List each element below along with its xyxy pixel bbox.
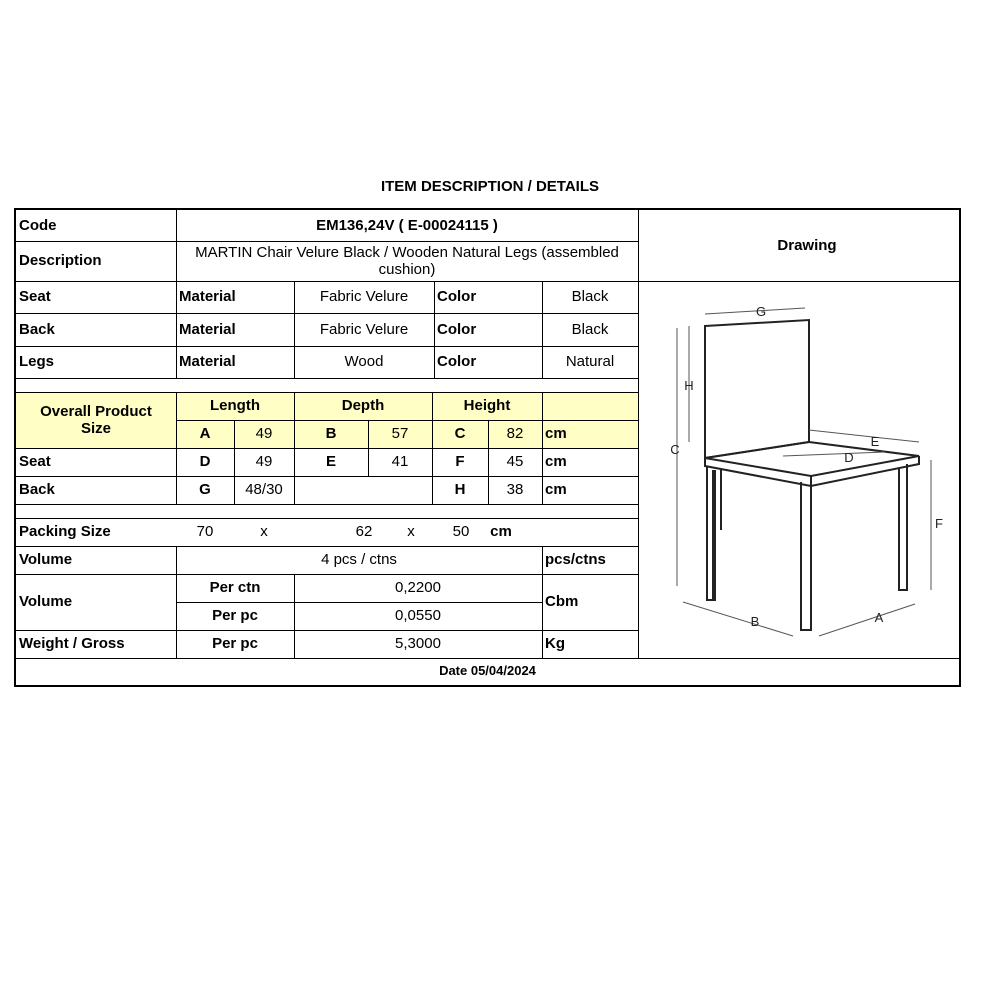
label-g: G [755,304,767,319]
dim-a-value: 49 [234,420,294,448]
header-blank [542,392,638,420]
dim-g-key: G [199,481,211,499]
per-ctn-label: Per ctn [209,579,261,597]
label-a: A [874,610,884,625]
volume-cbm-label: Volume [19,593,73,611]
label-d: D [844,450,854,465]
page-title: ITEM DESCRIPTION / DETAILS [380,178,600,195]
grid-line [294,281,295,378]
label-h: H [684,378,694,393]
label-c: C [670,442,680,457]
chair-backrest [705,320,809,458]
dim-a-key: A [176,420,234,448]
dim-unit-1: cm [542,420,638,448]
seat-color-value: Black [571,288,609,306]
chair-drawing [653,270,963,660]
grid-line [16,518,638,519]
grid-line [16,504,638,505]
legs-material-value: Wood [344,353,384,371]
packing-length: 70 [196,523,214,541]
label-e: E [870,434,880,449]
back-material-value: Fabric Velure [319,320,409,338]
volume-pcs-label: Volume [19,551,73,569]
grid-line [488,420,489,504]
chair-leg [899,464,907,590]
packing-x2: x [407,523,415,541]
volume-pcs-unit: pcs/ctns [545,551,606,569]
grid-line [638,210,639,658]
dim-c-value: 82 [488,420,542,448]
grid-line [542,281,543,378]
code-label: Code [19,216,57,234]
depth-header: Depth [294,392,432,420]
packing-width: 62 [355,523,373,541]
legs-color-label: Color [437,353,477,371]
description-value: MARTIN Chair Velure Black / Wooden Natural Legs (assembled cushion) [195,243,619,278]
dim-d-key: D [199,453,211,471]
back-color-value: Black [571,320,609,338]
height-header: Height [432,392,542,420]
per-ctn-value: 0,2200 [395,579,441,597]
grid-line [16,546,638,547]
packing-height: 50 [452,523,470,541]
grid-line [16,630,638,631]
back-label: Back [19,320,55,338]
dim-e-value: 41 [391,453,409,471]
dim-c-key: C [432,420,488,448]
legs-label: Legs [19,353,55,371]
dim-h-value: 38 [506,481,524,499]
grid-line [16,448,638,449]
drawing-label: Drawing [777,236,837,254]
length-header: Length [176,392,294,420]
dim-d-value: 49 [255,453,273,471]
grid-line [294,392,295,504]
back-color-label: Color [437,320,477,338]
grid-line [16,346,638,347]
description-label: Description [19,252,102,270]
dim-b-value: 57 [368,420,432,448]
volume-pcs-value: 4 pcs / ctns [321,551,397,569]
grid-line [234,420,235,504]
dim-f-key: F [455,453,465,471]
grid-line [176,546,177,658]
code-value: EM136,24V ( E-00024115 ) [316,216,498,234]
grid-line [16,241,638,242]
dim-f-value: 45 [506,453,524,471]
details-sheet [14,208,961,687]
grid-line [176,602,542,603]
dim-unit-2: cm [545,453,567,471]
seat-color-label: Color [437,288,477,306]
date: Date 05/04/2024 [439,663,536,679]
weight-per-label: Per pc [212,635,258,653]
chair-leg [801,482,811,630]
weight-value: 5,3000 [395,635,441,653]
per-pc-label: Per pc [212,607,258,625]
packing-x1: x [260,523,268,541]
grid-line [368,420,369,476]
grid-line [432,392,433,504]
grid-line [542,546,543,658]
weight-unit: Kg [545,635,565,653]
back-material-label: Material [179,320,236,338]
grid-line [16,392,638,393]
dim-g-value: 48/30 [245,481,283,499]
dim-b-key: B [294,420,368,448]
seat-material-label: Material [179,288,236,306]
volume-cbm-unit: Cbm [545,593,579,611]
seat-label: Seat [19,288,51,306]
grid-line [434,281,435,378]
grid-line [176,420,638,421]
dim-unit-3: cm [545,481,567,499]
per-pc-value: 0,0550 [395,607,441,625]
overall-size-label: Overall Product Size [16,392,176,448]
back-dims-label: Back [19,481,55,499]
grid-line [542,392,543,504]
label-f: F [935,516,943,531]
packing-label: Packing Size [19,523,111,541]
grid-line [16,313,638,314]
dim-h-key: H [454,481,466,499]
legs-material-label: Material [179,353,236,371]
weight-label: Weight / Gross [19,635,125,653]
legs-color-value: Natural [565,353,615,371]
grid-line [176,210,177,378]
grid-line [16,476,638,477]
packing-unit: cm [490,523,512,541]
dim-e-key: E [325,453,336,471]
grid-line [294,574,295,658]
label-b: B [750,614,760,629]
seat-dims-label: Seat [19,453,51,471]
grid-line [176,392,177,504]
grid-line [16,378,638,379]
grid-line [16,574,638,575]
seat-material-value: Fabric Velure [319,288,409,306]
